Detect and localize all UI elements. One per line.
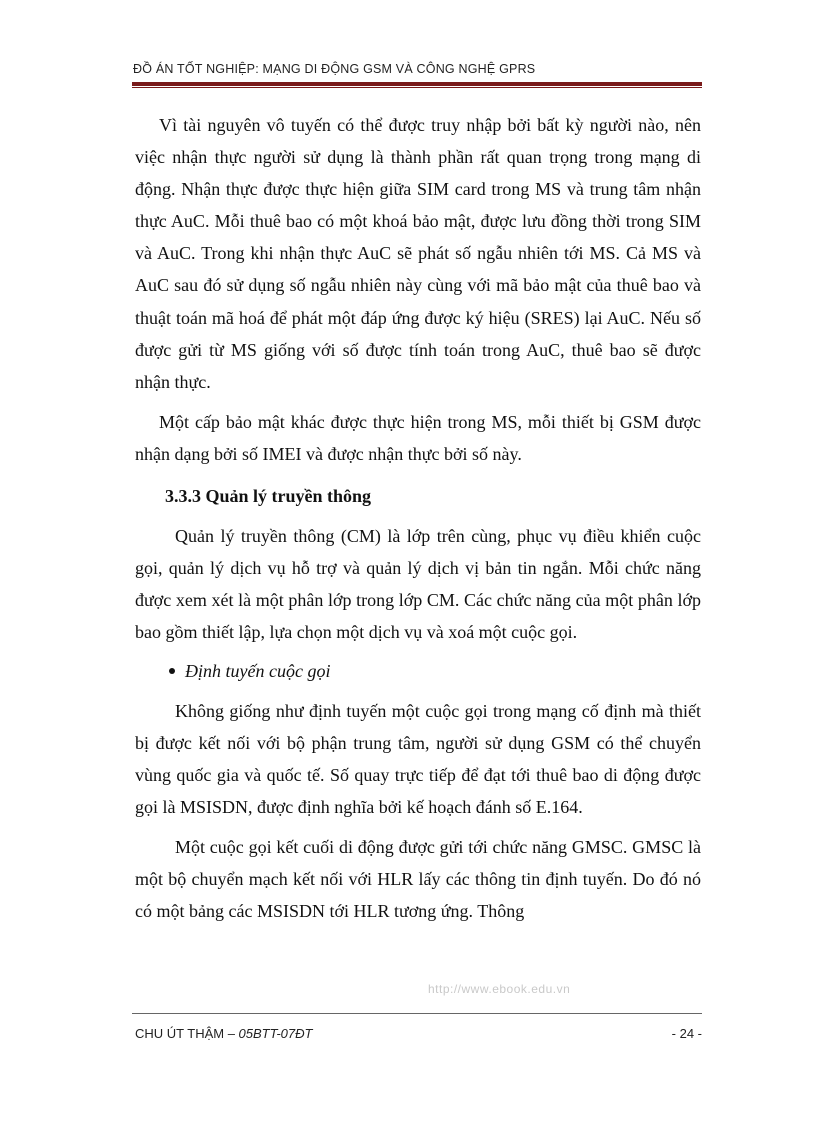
page-number: - 24 - bbox=[671, 1026, 702, 1041]
paragraph-authentication: Vì tài nguyên vô tuyến có thể được truy nhập bởi bất kỳ người nào, nên việc nhận thực người sử dụng là thành phần rất quan trọng trong mạng di động. Nhận thực được thực hiện giữa SIM card trong MS và trung tâm nhận thực AuC. Mỗi thuê bao có một khoá bảo mật, được lưu đồng thời trong SIM và AuC. Trong khi nhận thực AuC sẽ phát số ngẫu nhiên tới MS. Cả MS và AuC sau đó sử dụng số ngẫu nhiên này cùng với mã bảo mật của thuê bao và thuật toán mã hoá để phát một đáp ứng được ký hiệu (SRES) lại AuC. Nếu số được gửi từ MS giống với số được tính toán trong AuC, thuê bao sẽ được nhận thực. bbox=[135, 115, 701, 392]
paragraph-cm: Quản lý truyền thông (CM) là lớp trên cùng, phục vụ điều khiển cuộc gọi, quản lý dịch vụ hỗ trợ và quản lý dịch vị bản tin ngắn. Mỗi chức năng được xem xét là một phân lớp trong lớp CM. Các chức năng của một phân lớp bao gồm thiết lập, lựa chọn một dịch vụ và xoá một cuộc gọi. bbox=[135, 526, 701, 643]
watermark: http://www.ebook.edu.vn bbox=[428, 982, 571, 996]
footer-author-name: CHU ÚT THẬM – bbox=[135, 1026, 239, 1041]
bullet-dot-icon bbox=[169, 668, 175, 674]
footer-rule bbox=[132, 1013, 702, 1014]
footer-author bbox=[135, 1026, 312, 1041]
header-rule-thick bbox=[132, 82, 702, 86]
page-header-title: ĐỒ ÁN TỐT NGHIỆP: MẠNG DI ĐỘNG GSM VÀ CÔNG NGHỆ GPRS bbox=[133, 62, 536, 76]
body-content bbox=[135, 109, 701, 927]
header-rule-thin bbox=[132, 87, 702, 88]
paragraph-imei: Một cấp bảo mật khác được thực hiện trong MS, mỗi thiết bị GSM được nhận dạng bởi số IMEI và được nhận thực bởi số này. bbox=[135, 411, 701, 464]
footer-class-code: 05BTT-07ĐT bbox=[238, 1026, 313, 1041]
bullet-item bbox=[135, 655, 701, 687]
paragraph-gmsc: Một cuộc gọi kết cuối di động được gửi tới chức năng GMSC. GMSC là một bộ chuyển mạch kết nối với HLR lấy các thông tin định tuyến. Do đó nó có một bảng các MSISDN tới HLR tương ứng. Thông bbox=[135, 836, 701, 922]
bullet-label: Định tuyến cuộc gọi bbox=[185, 660, 331, 681]
section-heading: 3.3.3 Quản lý truyền thông bbox=[165, 486, 372, 507]
paragraph-routing: Không giống như định tuyến một cuộc gọi trong mạng cố định mà thiết bị được kết nối với bộ phận trung tâm, người sử dụng GSM có thể chuyển vùng quốc gia và quốc tế. Số quay trực tiếp để đạt tới thuê bao di động được gọi là MSISDN, được định nghĩa bởi kế hoạch đánh số E.164. bbox=[135, 700, 701, 817]
